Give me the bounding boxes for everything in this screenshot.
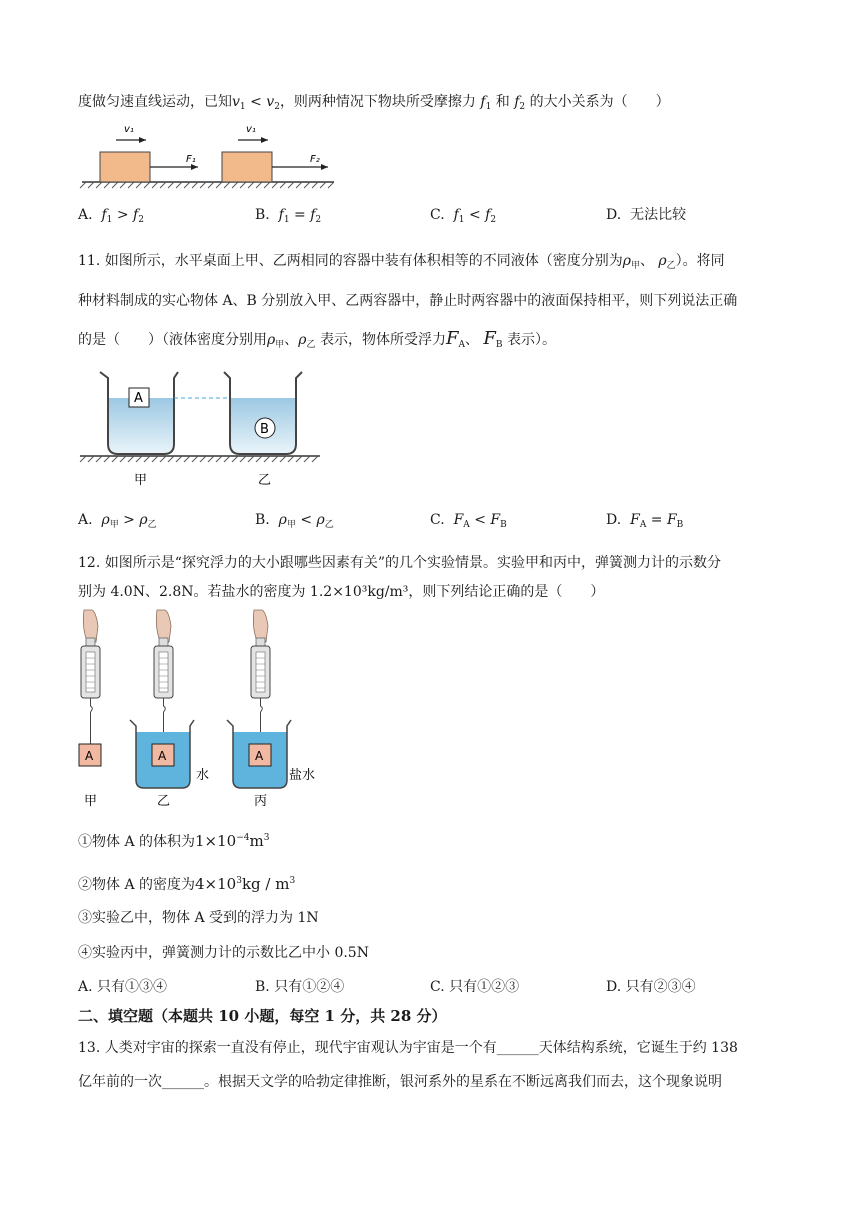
q10-figure [78,118,340,190]
q10-fig-v1a: v₁ [124,124,134,135]
q10-fig-f2: F₂ [310,154,320,165]
q10-option-a[interactable]: A. $f_1 > f_2$ [78,207,144,225]
q11-stem-line1: 11. 如图所示，水平桌面上甲、乙两相同的容器中装有体积相等的不同液体（密度分别为$\rho_甲$、 $\rho_乙$）。将同 [78,253,725,271]
q12-label-jia: 甲 [84,794,98,809]
q12-block-jia-label: A [85,749,94,763]
q10-f1: $f_1$ [480,94,492,112]
q12-statement-4: ④实验丙中，弹簧测力计的示数比乙中小 0.5N [78,945,369,961]
q12-label-salt: 盐水 [289,768,316,783]
q12-statement-1: ①物体 A 的体积为$1\times 10^{-4}m^3$ [78,832,270,850]
q11-option-a[interactable]: A. $\rho_甲 > \rho_乙$ [78,512,157,530]
q10-stem [78,92,670,117]
q11-label-jia: 甲 [134,473,148,488]
q12-stem-line2: 别为 4.0N、2.8N。若盐水的密度为 1.2×10³kg/m³，则下列结论正确的是（ ） [78,584,605,600]
q11-option-b[interactable]: B. $\rho_甲 < \rho_乙$ [255,512,334,530]
q10-f2: $f_2$ [514,94,526,112]
q10-option-d[interactable]: D. 无法比较 [606,207,687,223]
q12-label-bing: 丙 [254,794,268,809]
q11-label-yi: 乙 [258,473,272,488]
q12-figure [78,608,328,814]
q10-block-1 [100,152,150,182]
q10-fig-v1b: v₁ [246,124,256,135]
q11-label-b: B [260,422,269,437]
q11-option-d[interactable]: D. $F_A = F_B$ [606,512,684,530]
q12-option-d[interactable]: D. 只有②③④ [606,979,696,995]
section-title-fill-blank: 二、填空题（本题共 10 小题，每空 1 分，共 28 分） [78,1007,447,1025]
q13-stem-line2: 亿年前的一次______。根据天文学的哈勃定律推断，银河系外的星系在不断远离我们而去，这个现象说明 [78,1074,722,1090]
q12-option-c[interactable]: C. 只有①②③ [430,979,520,995]
q10-stem-part4: 的大小关系为（ ） [529,94,670,110]
q10-fig-f1: F₁ [186,154,196,165]
q11-stem-line2: 种材料制成的实心物体 A、B 分别放入甲、乙两容器中，静止时两容器中的液面保持相平，则下列说法正确 [78,293,738,309]
q12-block-yi-label: A [158,749,167,763]
q10-stem-part2: ，则两种情况下物块所受摩擦力 [279,94,476,110]
q12-option-a[interactable]: A. 只有①③④ [78,979,168,995]
q12-option-b[interactable]: B. 只有①②④ [255,979,345,995]
q10-option-b[interactable]: B. $f_1 = f_2$ [255,207,322,225]
q11-figure [78,366,323,490]
q11-stem-line3: 的是（ ）（液体密度分别用$\rho_甲$、$\rho_乙$ 表示，物体所受浮力$F_A$、 $F_B$ 表示）。 [78,328,556,350]
q10-option-c[interactable]: C. $f_1 < f_2$ [430,207,497,225]
q12-block-bing-label: A [255,749,264,763]
q11-option-c[interactable]: C. $F_A < F_B$ [430,512,507,530]
q12-setup-jia [79,610,101,809]
q12-label-water: 水 [196,768,210,783]
q12-setup-bing [227,610,315,809]
q12-label-yi: 乙 [157,794,171,809]
q11-label-a: A [134,391,143,406]
q10-block-2 [222,152,272,182]
q12-setup-yi [130,610,209,809]
q10-stem-part1: 度做匀速直线运动，已知 [78,94,232,110]
q10-stem-part3: 和 [495,94,510,110]
q10-inequality: $v_1 < v_2$ [232,94,280,112]
q12-statement-3: ③实验乙中，物体 A 受到的浮力为 1N [78,910,319,926]
q12-statement-2: ②物体 A 的密度为$4\times 10^3kg / m^3$ [78,875,296,893]
q12-stem-line1: 12. 如图所示是“探究浮力的大小跟哪些因素有关”的几个实验情景。实验甲和丙中，弹簧测力计的示数分 [78,555,722,571]
q13-stem-line1: 13. 人类对宇宙的探索一直没有停止，现代宇宙观认为宇宙是一个有______天体结构系统，它诞生于约 138 [78,1040,738,1056]
